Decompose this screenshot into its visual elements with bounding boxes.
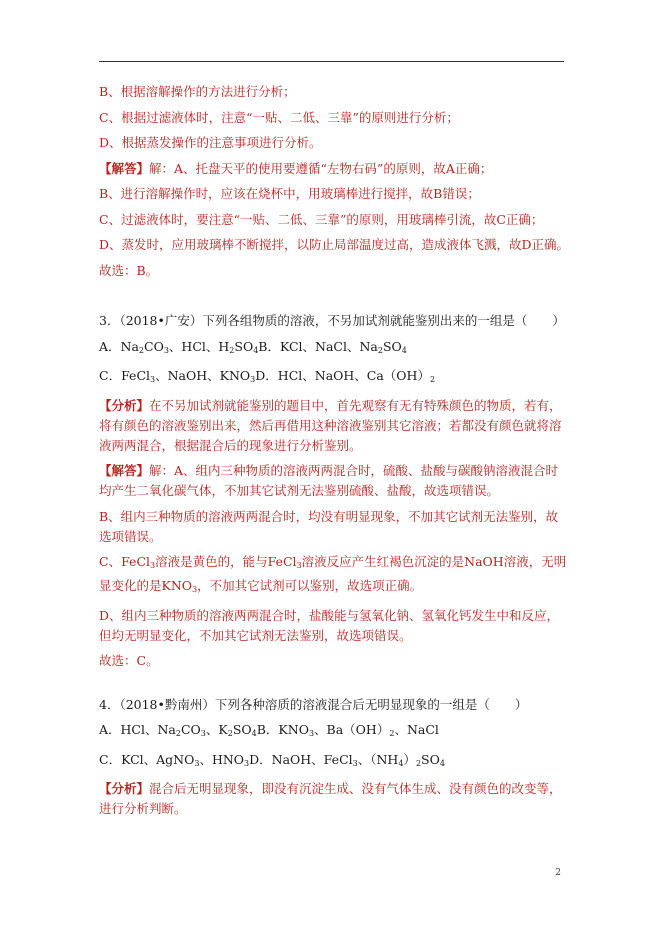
q3-answer-b: B、组内三种物质的溶液两两混合时，均没有明显现象，不加其它试剂无法鉴别，故选项错误。: [99, 508, 559, 544]
q3-answer-d: D、组内三种物质的溶液两两混合时，盐酸能与氢氧化钠、氢氧化钙发生中和反应，但均无明显变化，不加其它试剂无法鉴别，故选项错误。: [99, 607, 560, 643]
q3-stem: 3．（2018•广安）下列各组物质的溶液，不另加试剂就能鉴别出来的一组是（ ）: [99, 313, 565, 328]
answer-tag: 【解答】: [99, 160, 150, 176]
answer1-c: C、过滤液体时，要注意“一贴、二低、三靠”的原则，用玻璃棒引流，故C正确；: [99, 211, 544, 227]
q3-options-cd: C．FeCl$_3$、NaOH、$KNO_3D$．HCl、NaOH、$Ca(OH)_2$: [99, 368, 436, 384]
q4-options-ab: A．HCl、$Na_2CO_3$、$K_2SO_4B$．$KNO_3$、$Ba(OH)_2$、NaCl: [99, 722, 439, 738]
answer1-b: B、进行溶解操作时，应该在烧杯中，用玻璃棒进行搅拌，故B错误；: [99, 186, 480, 201]
page-body: [99, 82, 570, 825]
hint-d: D、根据蒸发操作的注意事项进行分析。: [99, 135, 322, 150]
hint-c: C、根据过滤液体时，注意“一贴、二低、三靠”的原则进行分析；: [99, 109, 459, 125]
q3-answer-c: C、FeCl$_3$溶液是黄色的，能与FeCl$_3$溶液反应产生红褐色沉淀的是NaOH溶液，无明显变化的是$KNO_3$，不加其它试剂可以鉴别，故选项正确。: [99, 554, 567, 594]
header-rule: [99, 61, 564, 62]
answer1-a: [99, 159, 567, 179]
q3-analysis: 【分析】在不另加试剂就能鉴别的题目中，首先观察有无有特殊颜色的物质，若有，将有颜色的溶液鉴别出来，然后再借用这种溶液鉴别其它溶液；若都没有颜色就将溶液两两混合，根据混合后的现象进行分析鉴别。: [99, 397, 562, 453]
q4-stem: 4．（2018•黔南州）下列各种溶质的溶液混合后无明显现象的一组是（ ）: [99, 696, 528, 712]
hint-b: B、根据溶解操作的方法进行分析；: [99, 84, 296, 99]
answer-tag: 【解答】: [99, 463, 150, 478]
analysis-tag: 【分析】: [99, 781, 150, 796]
answer1-choice: 故选：B。: [99, 262, 159, 278]
q4-options-cd: C．KCl、AgNO$_3$、$HNO_3D$．NaOH、FeCl$_3$、$(NH_4)_2SO_4$: [99, 751, 445, 768]
analysis-tag: 【分析】: [99, 397, 150, 413]
q3-choice: 故选：C。: [99, 653, 159, 668]
q3-answer-a: 【解答】解：A、组内三种物质的溶液两两混合时，硫酸、盐酸与碳酸钠溶液混合时均产生二氧化碳气体，不加其它试剂无法鉴别硫酸、盐酸，故选项错误。: [99, 463, 559, 498]
answer1-d: D、蒸发时，应用玻璃棒不断搅拌，以防止局部温度过高，造成液体飞溅，故D正确。: [99, 237, 570, 252]
page-number: 2: [555, 868, 561, 878]
q4-analysis: 【分析】混合后无明显现象，即没有沉淀生成、没有气体生成、没有颜色的改变等，进行分析判断。: [99, 781, 562, 816]
q3-options-ab: A．$Na_2CO_3$、HCl、$H_2SO_4B$．KCl、NaCl、$Na_2SO_4$: [99, 338, 407, 355]
answer1-a-text: 解：A、托盘天平的使用要遵循“左物右码”的原则，故A正确；: [149, 160, 493, 176]
